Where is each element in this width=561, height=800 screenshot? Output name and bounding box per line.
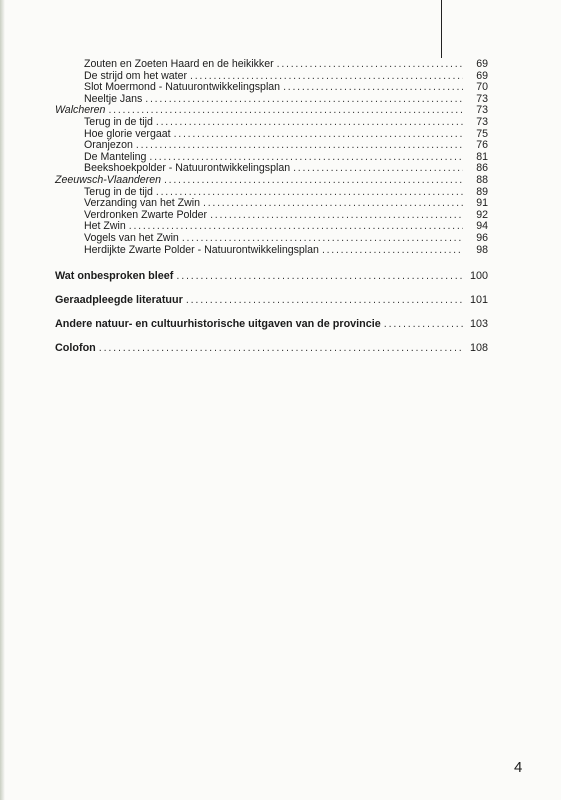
toc-chapter-page: 100	[469, 270, 488, 283]
spacer	[55, 307, 488, 318]
toc-entry-page: 76	[476, 139, 488, 152]
toc-chapter-page: 103	[469, 318, 488, 331]
toc-entry-page: 86	[476, 162, 488, 175]
toc-entry-page: 92	[476, 208, 488, 221]
toc-entry-page: 69	[476, 58, 488, 70]
toc-entry	[55, 59, 488, 71]
toc-entry-page: 69	[476, 69, 488, 82]
crop-mark	[441, 0, 442, 58]
toc-entry	[55, 245, 488, 257]
dot-leader	[277, 59, 463, 71]
toc-chapter-label: Wat onbesproken bleef	[55, 270, 174, 283]
toc-chapter-entry	[55, 318, 488, 331]
toc-entry-label: Terug in de tijd	[84, 185, 153, 198]
toc-entry-label: De Manteling	[84, 150, 147, 163]
page-number: 4	[514, 759, 523, 776]
dot-leader	[108, 105, 463, 117]
dot-leader	[156, 117, 463, 129]
toc-entry-label: Beekshoekpolder - Natuurontwikkelingsplan	[84, 162, 291, 175]
toc-entry-label: Zouten en Zoeten Haard en de heikikker	[84, 58, 274, 70]
dot-leader	[156, 187, 463, 199]
toc-entry-label: Zeeuwsch-Vlaanderen	[55, 173, 161, 186]
toc-entry-label: Neeltje Jans	[84, 92, 143, 105]
dot-leader	[174, 129, 463, 141]
toc-chapter-page: 101	[469, 294, 488, 307]
toc-entry-label: Walcheren	[55, 104, 106, 117]
toc-entry-label: De strijd om het water	[84, 69, 188, 82]
dot-leader	[99, 342, 463, 355]
toc-entry	[55, 117, 488, 129]
dot-leader	[136, 140, 463, 152]
dot-leader	[176, 270, 463, 283]
toc-entry-label: Slot Moermond - Natuurontwikkelingsplan	[84, 81, 281, 94]
spacer	[55, 256, 488, 270]
toc-chapter-label: Colofon	[55, 342, 96, 355]
toc-entry-page: 81	[476, 150, 488, 163]
dot-leader	[283, 82, 463, 94]
toc-entry-page: 89	[476, 185, 488, 198]
toc-entry-page: 88	[476, 173, 488, 186]
toc-entry-label: Terug in de tijd	[84, 115, 153, 128]
toc-entry-page: 70	[476, 81, 488, 94]
toc-entry-label: Hoe glorie vergaat	[84, 127, 171, 140]
page-edge	[0, 0, 5, 800]
toc-entry-page: 96	[476, 231, 488, 244]
toc-chapter-label: Geraadpleegde literatuur	[55, 294, 183, 307]
toc-entry-page: 73	[476, 104, 488, 117]
toc-entry-label: Herdijkte Zwarte Polder - Natuurontwikkelingsplan	[84, 243, 319, 256]
toc-chapter-label: Andere natuur- en cultuurhistorische uitgaven van de provincie	[55, 318, 381, 331]
toc-entry-page: 98	[476, 243, 488, 256]
toc-entry-page: 75	[476, 127, 488, 140]
toc-chapter-entry	[55, 294, 488, 307]
toc-entry-label: Verzanding van het Zwin	[84, 197, 201, 210]
toc-chapter-entry	[55, 342, 488, 355]
dot-leader	[164, 175, 463, 187]
toc-entry-page: 91	[476, 197, 488, 210]
toc-entry-label: Het Zwin	[84, 220, 126, 233]
toc-entry-label: Vogels van het Zwin	[84, 231, 179, 244]
spacer	[55, 283, 488, 294]
toc-entry-label: Oranjezon	[84, 139, 133, 152]
dot-leader	[186, 294, 463, 307]
toc-entry	[55, 233, 488, 245]
toc-region-entry	[55, 175, 488, 187]
table-of-contents	[55, 59, 488, 355]
toc-entry	[55, 140, 488, 152]
toc-entry	[55, 198, 488, 210]
toc-chapter-page: 108	[469, 342, 488, 355]
toc-entry-page: 94	[476, 220, 488, 233]
dot-leader	[293, 163, 463, 175]
dot-leader	[145, 94, 463, 106]
dot-leader	[203, 198, 463, 210]
toc-entry-page: 73	[476, 115, 488, 128]
dot-leader	[322, 245, 463, 257]
toc-entry-page: 73	[476, 92, 488, 105]
spacer	[55, 331, 488, 342]
toc-entry-label: Verdronken Zwarte Polder	[84, 208, 208, 221]
dot-leader	[384, 318, 463, 331]
toc-chapter-entry	[55, 270, 488, 283]
dot-leader	[210, 210, 463, 222]
dot-leader	[182, 233, 463, 245]
toc-entry	[55, 94, 488, 106]
